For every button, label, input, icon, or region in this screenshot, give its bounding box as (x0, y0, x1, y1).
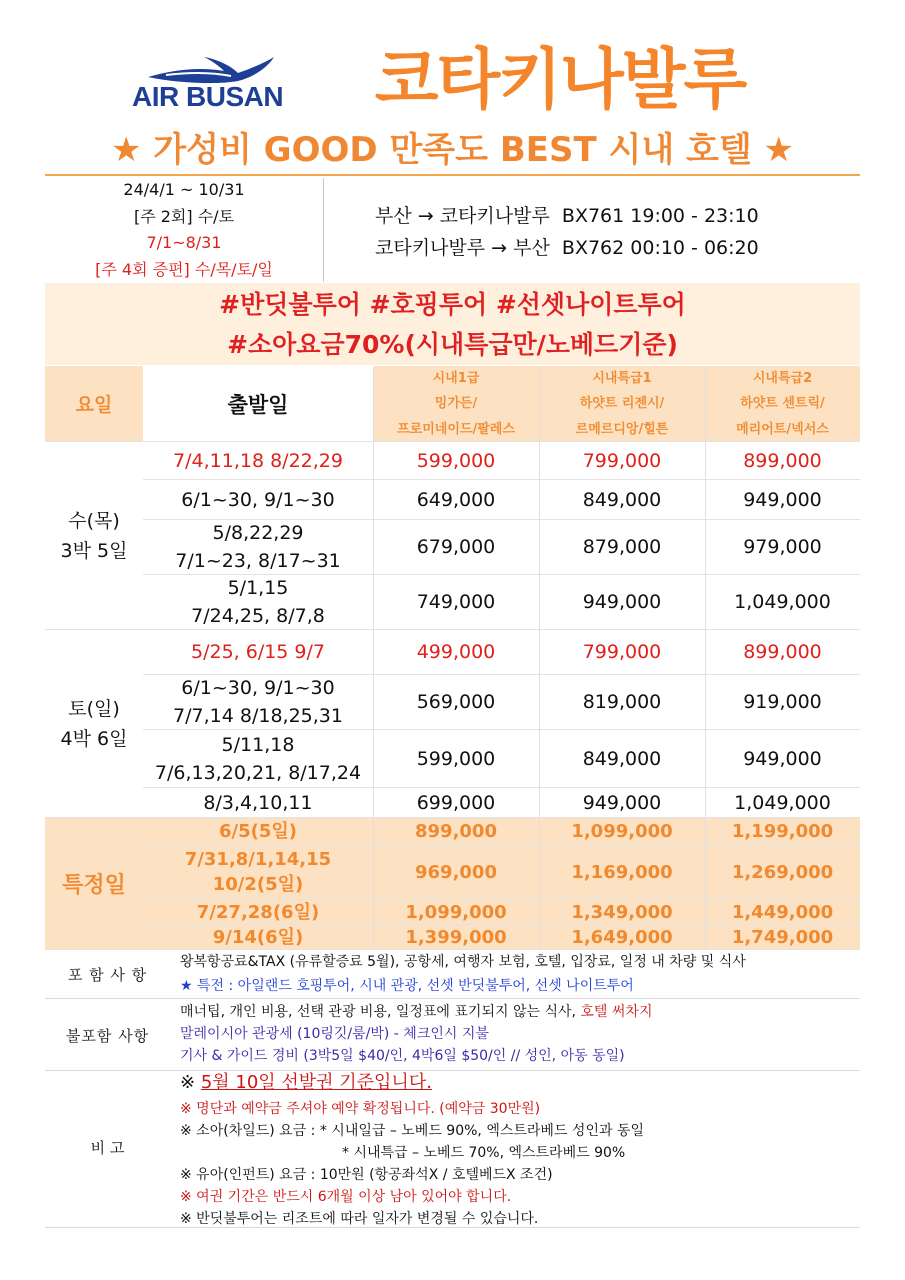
date-line: 7/4,11,18 8/22,29 (173, 449, 343, 472)
price-special2: 949,000 (705, 730, 860, 788)
include-label: 포 함 사 항 (67, 965, 148, 984)
price-special2: 1,749,000 (705, 925, 860, 950)
hotel-surcharge: 호텔 써차지 (580, 1004, 653, 1020)
date-line: 7/27,28(6일) (196, 901, 320, 923)
date-line: 7/31,8/1,14,15 (184, 849, 332, 870)
date-line: 6/5(5일) (219, 820, 297, 842)
promo-child-discount: #소아요금70%(시내특급만/노베드기준) (227, 330, 678, 359)
promo-banner (45, 283, 860, 365)
date-line: 5/25, 6/15 9/7 (190, 641, 326, 663)
price-special1: 849,000 (539, 480, 705, 520)
group-sat-day: 토(일) (68, 697, 120, 720)
remark-child-fare: ※ 소아(차일드) 요금 : * 시내일급 – 노베드 90%, 엑스트라베드 성인과 동일 (180, 1123, 644, 1139)
departure-dates (143, 575, 373, 630)
header-special1-name: 시내특급1 (592, 370, 652, 386)
price-grade1: 599,000 (373, 442, 539, 480)
date-line: 7/24,25, 8/7,8 (191, 605, 325, 627)
header-special2-name: 시내특급2 (752, 370, 813, 386)
price-special1: 819,000 (539, 675, 705, 730)
price-grade1: 749,000 (373, 575, 539, 630)
group-special-dates: 특정일 (45, 818, 143, 950)
price-special1: 1,169,000 (539, 845, 705, 900)
departure-dates (143, 730, 373, 788)
notes-bottom-line (45, 1227, 860, 1228)
date-line: 8/3,4,10,11 (203, 791, 313, 814)
remark-child-fare-special: * 시내특급 – 노베드 70%, 엑스트라베드 90% (342, 1145, 626, 1161)
header-special2 (705, 366, 860, 442)
include-benefits: ★ 특전 : 아일랜드 호핑투어, 시내 관광, 선셋 반딧불투어, 선셋 나이트투어 (180, 978, 634, 994)
frequency-2: [주 4회 증편] 수/목/토/일 (95, 260, 273, 279)
remark-deposit: ※ 명단과 예약금 주셔야 예약 확정됩니다. (예약금 30만원) (180, 1101, 541, 1117)
price-special1: 799,000 (539, 630, 705, 675)
column-divider (539, 366, 540, 950)
price-grade1: 969,000 (373, 845, 539, 900)
departure-dates (143, 925, 373, 950)
exclude-label: 불포함 사항 (65, 1026, 150, 1045)
remark-label: 비 고 (90, 1138, 125, 1157)
tagline: ★ 가성비 GOOD 만족도 BEST 시내 호텔 ★ (110, 130, 794, 170)
header-special1 (539, 366, 705, 442)
price-special2: 919,000 (705, 675, 860, 730)
flight-schedule (375, 200, 759, 264)
date-line: 5/11,18 (221, 733, 295, 756)
price-grade1: 1,099,000 (373, 900, 539, 925)
header-divider (45, 174, 860, 176)
flight-outbound: 부산 → 코타키나발루 BX761 19:00 - 23:10 (375, 205, 759, 227)
header-grade1 (373, 366, 539, 442)
price-special1: 949,000 (539, 575, 705, 630)
remark-ticketing: 5월 10일 선발권 기준입니다. (200, 1072, 432, 1093)
departure-dates (143, 480, 373, 520)
price-grade1: 679,000 (373, 520, 539, 575)
header-grade1-name: 시내1급 (432, 370, 480, 386)
price-special1: 849,000 (539, 730, 705, 788)
price-special1: 949,000 (539, 788, 705, 818)
remark-mark: ※ (180, 1072, 201, 1093)
header-special2-hotel-a: 하얏트 센트릭/ (740, 395, 825, 411)
exclude-guide-fee: 기사 & 가이드 경비 (3박5일 $40/인, 4박6일 $50/인 // 성인, 아동 동일) (180, 1048, 625, 1064)
date-line: 7/7,14 8/18,25,31 (173, 705, 343, 727)
exclude-line-1 (180, 1000, 860, 1024)
price-special2: 1,449,000 (705, 900, 860, 925)
date-line: 6/1~30, 9/1~30 (181, 488, 335, 511)
price-grade1: 699,000 (373, 788, 539, 818)
header-day: 요일 (45, 366, 143, 442)
column-divider (373, 366, 374, 950)
air-busan-logo (132, 55, 284, 113)
price-special1: 1,349,000 (539, 900, 705, 925)
notes-divider (45, 998, 860, 999)
departure-dates (143, 788, 373, 818)
header-grade1-hotel-a: 밍가든/ (434, 395, 478, 411)
header-grade1-hotel-b: 프로미네이드/팔레스 (397, 421, 515, 437)
date-line: 6/1~30, 9/1~30 (181, 677, 335, 699)
date-line: 10/2(5일) (212, 874, 304, 895)
group-wed (45, 442, 143, 630)
promo-hashtags: #반딧불투어 #호핑투어 #선셋나이트투어 (219, 290, 686, 319)
header-departure: 출발일 (143, 366, 373, 442)
departure-dates (143, 675, 373, 730)
price-grade1: 649,000 (373, 480, 539, 520)
price-grade1: 1,399,000 (373, 925, 539, 950)
date-line: 7/1~23, 8/17~31 (175, 550, 341, 572)
remark-firefly-tour: ※ 반딧불투어는 리조트에 따라 일자가 변경될 수 있습니다. (180, 1211, 539, 1227)
price-special1: 799,000 (539, 442, 705, 480)
header-special1-hotel-b: 르메르디앙/힐튼 (575, 421, 669, 437)
departure-dates (143, 818, 373, 845)
price-special2: 949,000 (705, 480, 860, 520)
column-divider (705, 366, 706, 950)
frequency-1: [주 2회] 수/토 (133, 207, 235, 226)
date-line: 5/8,22,29 (212, 522, 304, 544)
flight-inbound: 코타키나발루 → 부산 BX762 00:10 - 06:20 (375, 237, 759, 259)
destination-title: 코타키나발루 (374, 41, 746, 118)
group-wed-nights: 3박 5일 (60, 539, 128, 562)
include-items: 왕복항공료&TAX (유류할증료 5월), 공항세, 여행자 보험, 호텔, 입장료, 일정 내 차량 및 식사 (180, 954, 746, 970)
remark-passport: ※ 여권 기간은 반드시 6개월 이상 남아 있어야 합니다. (180, 1189, 512, 1205)
price-special1: 1,649,000 (539, 925, 705, 950)
price-special2: 899,000 (705, 442, 860, 480)
price-special2: 1,049,000 (705, 788, 860, 818)
group-wed-day: 수(목) (68, 509, 120, 532)
period-1: 24/4/1 ~ 10/31 (123, 180, 245, 199)
departure-dates (143, 845, 373, 900)
schedule-period (45, 178, 324, 282)
price-special2: 1,269,000 (705, 845, 860, 900)
price-special1: 879,000 (539, 520, 705, 575)
price-grade1: 499,000 (373, 630, 539, 675)
departure-dates (143, 900, 373, 925)
exclude-tourism-tax: 말레이시아 관광세 (10링깃/룸/박) - 체크인시 지불 (180, 1026, 489, 1042)
price-grade1: 569,000 (373, 675, 539, 730)
departure-dates (143, 520, 373, 575)
logo-brand-text: AIR BUSAN (132, 81, 284, 112)
price-special2: 899,000 (705, 630, 860, 675)
departure-dates (143, 630, 373, 675)
remark-infant-fare: ※ 유아(인펀트) 요금 : 10만원 (항공좌석X / 호텔베드X 조건) (180, 1167, 553, 1183)
price-grade1: 899,000 (373, 818, 539, 845)
date-line: 5/1,15 (227, 577, 289, 599)
price-special2: 1,199,000 (705, 818, 860, 845)
exclude-costs: 매너팁, 개인 비용, 선택 관광 비용, 일정표에 표기되지 않는 식사, (180, 1004, 581, 1020)
price-special2: 1,049,000 (705, 575, 860, 630)
price-special2: 979,000 (705, 520, 860, 575)
date-line: 7/6,13,20,21, 8/17,24 (154, 761, 362, 784)
period-2: 7/1~8/31 (146, 233, 222, 252)
price-special1: 1,099,000 (539, 818, 705, 845)
header-special2-hotel-b: 메리어트/넥서스 (736, 421, 829, 437)
group-sat (45, 630, 143, 818)
header-special1-hotel-a: 하얏트 리젠시/ (579, 395, 665, 411)
price-grade1: 599,000 (373, 730, 539, 788)
group-sat-nights: 4박 6일 (60, 727, 128, 750)
date-line: 9/14(6일) (212, 926, 304, 948)
departure-dates (143, 442, 373, 480)
remark-ticket-basis (180, 1070, 860, 1096)
